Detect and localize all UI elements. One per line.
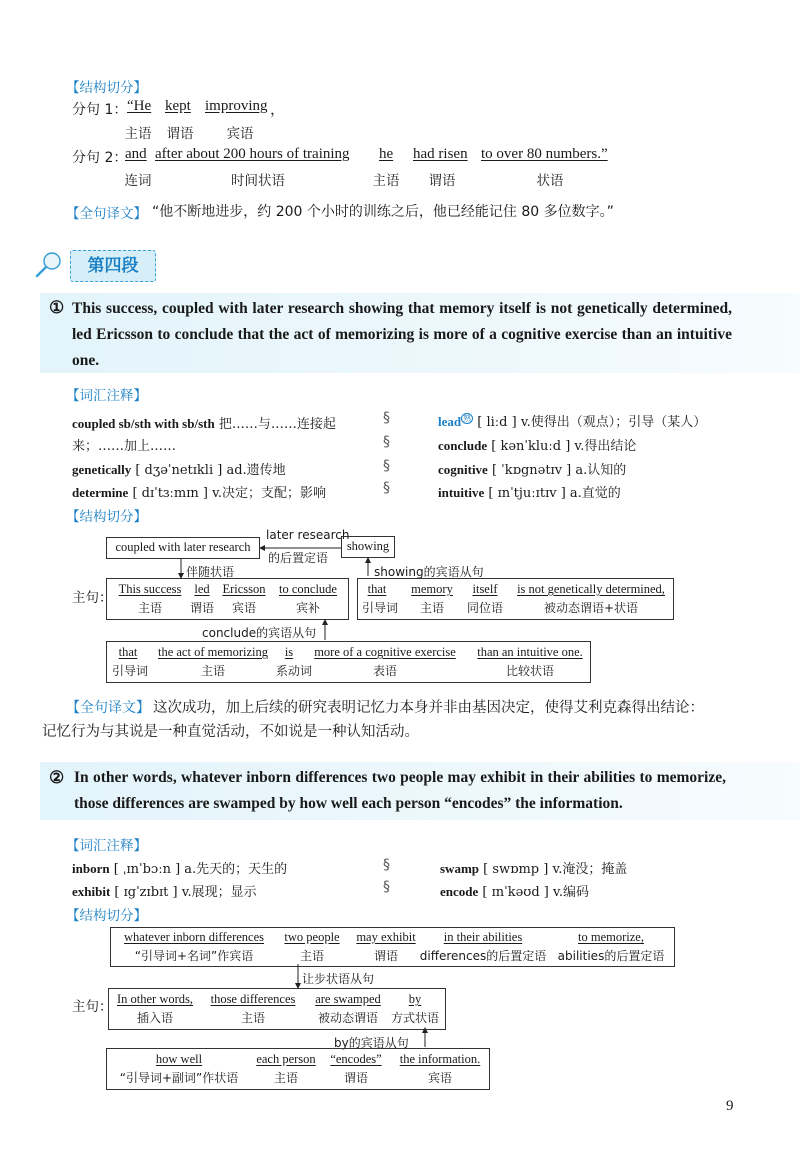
- sentence-number: ②: [49, 768, 65, 788]
- diagram-note: later research: [266, 528, 350, 542]
- role-label: 谓语: [428, 173, 456, 189]
- diagram-cell: “encodes” 谓语: [330, 1052, 382, 1085]
- main-clause-label: 主句：: [72, 590, 113, 606]
- diagram-text: showing: [346, 539, 390, 553]
- diagram-cell: This success 主语: [118, 582, 182, 615]
- clause-word: had risen: [413, 146, 468, 162]
- divider-icon: §: [383, 480, 390, 496]
- translation-text: 记忆行为与其说是一种直觉活动，不如说是一种认知活动。: [42, 724, 419, 740]
- diagram-cell: those differences 主语: [210, 992, 296, 1025]
- section-title: 第四段: [87, 256, 139, 276]
- diagram-note: by的宾语从句: [334, 1036, 409, 1050]
- diagram-cell: itself 同位语: [466, 582, 503, 615]
- diagram-cell: to conclude 宾补: [279, 582, 337, 615]
- vocab-entry: determine [ dɪˈtɜːmɪn ] v.决定；支配；影响: [72, 485, 327, 501]
- diagram-cell: in their abilities differences的后置定语: [419, 930, 547, 963]
- clause-word: ，: [270, 102, 286, 118]
- sentence-number: ①: [49, 298, 65, 318]
- diagram-cell: the act of memorizing 主语: [157, 645, 269, 678]
- vocab-entry: inborn [ ˌɪnˈbɔːn ] a.先天的；天生的: [72, 861, 288, 877]
- structure-tag: 【结构切分】: [66, 908, 147, 924]
- role-label: 状语: [536, 173, 564, 189]
- diagram-cell: memory 主语: [411, 582, 453, 615]
- divider-icon: §: [383, 879, 390, 895]
- vocab-entry: swamp [ swɒmp ] v.淹没；掩盖: [440, 861, 628, 877]
- diagram-note: 让步状语从句: [302, 972, 375, 986]
- vocab-entry: lead $^熟$ [ liːd ] v.使得出（观点）；引导（某人）: [438, 413, 707, 430]
- role-label: 主语: [372, 173, 400, 189]
- diagram-cell: whatever inborn differences “引导词+名词”作宾语: [124, 930, 264, 963]
- diagram-note: conclude的宾语从句: [202, 626, 317, 640]
- clause-word: “He: [127, 98, 152, 114]
- structure-tag: 【结构切分】: [66, 509, 147, 525]
- diagram-cell: how well “引导词+副词”作状语: [119, 1052, 239, 1085]
- diagram-cell: to memorize, abilities的后置定语: [557, 930, 665, 963]
- diagram-cell: the information. 宾语: [399, 1052, 481, 1085]
- familiar-badge: 熟: [463, 413, 472, 423]
- translation-text: 这次成功，加上后续的研究表明记忆力本身并非由基因决定，使得艾利克森得出结论：: [153, 700, 704, 716]
- diagram-cell: is not genetically determined, 被动态谓语+状语: [517, 582, 665, 615]
- diagram-cell: more of a cognitive exercise 表语: [314, 645, 456, 678]
- diagram-cell: In other words, 插入语: [116, 992, 194, 1025]
- clause-word: to over 80 numbers.”: [481, 146, 608, 162]
- vocab-entry: exhibit [ ɪgˈzɪbɪt ] v.展现；显示: [72, 884, 257, 900]
- diagram-cell: led 谓语: [190, 582, 215, 615]
- role-label: 宾语: [226, 126, 254, 142]
- diagram-cell: that 引导词: [362, 582, 399, 615]
- clause-word: and: [125, 146, 147, 162]
- role-label: 主语: [124, 126, 152, 142]
- vocab-entry: coupled sb/sth with sb/sth 把……与……连接起: [72, 416, 336, 432]
- diagram-cell: are swamped 被动态谓语: [315, 992, 381, 1025]
- vocab-entry: cognitive [ ˈkɒgnətɪv ] a.认知的: [438, 462, 627, 478]
- divider-icon: §: [383, 857, 390, 873]
- clause-word: after about 200 hours of training: [155, 146, 350, 162]
- divider-icon: §: [383, 458, 390, 474]
- main-clause-label: 主句：: [72, 999, 113, 1015]
- role-label: 谓语: [166, 126, 194, 142]
- diagram-text: coupled with later research: [115, 540, 251, 554]
- diagram-note: 的后置定语: [268, 551, 329, 565]
- diagram-cell: than an intuitive one. 比较状语: [477, 645, 583, 678]
- vocab-tag: 【词汇注释】: [66, 838, 147, 854]
- clause-word: he: [379, 146, 394, 162]
- vocab-entry: intuitive [ ɪnˈtjuːɪtɪv ] a.直觉的: [438, 485, 621, 501]
- diagram-note: 伴随状语: [186, 565, 235, 579]
- sentence-text: In other words, whatever inborn differences two people may exhibit in their abilities to memorize, those differences are swamped by how well each person “encodes” the information.: [74, 769, 726, 812]
- translation-tag: 【全句译文】: [66, 700, 150, 716]
- divider-icon: §: [383, 410, 390, 426]
- clause-label: 分句 2：: [72, 150, 128, 166]
- diagram-cell: that 引导词: [112, 645, 149, 678]
- diagram-cell: by 方式状语: [390, 992, 439, 1025]
- vocab-entry: genetically [ dʒəˈnetɪkli ] ad.遗传地: [72, 462, 286, 478]
- vocab-entry: conclude [ kənˈkluːd ] v.得出结论: [438, 438, 637, 454]
- vocab-entry: encode [ ɪnˈkəʊd ] v.编码: [440, 884, 589, 900]
- vocab-entry: 来；……加上……: [72, 439, 177, 454]
- page-number: 9: [726, 1098, 734, 1114]
- diagram-cell: two people 主语: [284, 930, 340, 963]
- translation-text: “他不断地进步，约 200 个小时的训练之后，他已经能记住 80 多位数字。”: [152, 204, 614, 220]
- clause-word: kept: [165, 98, 191, 114]
- clause-label: 分句 1：: [72, 102, 128, 118]
- clause-word: improving: [205, 98, 268, 114]
- diagram-cell: Ericsson 宾语: [222, 582, 266, 615]
- vocab-tag: 【词汇注释】: [66, 388, 147, 404]
- divider-icon: §: [383, 434, 390, 450]
- diagram-note: showing的宾语从句: [374, 565, 484, 579]
- translation-tag: 【全句译文】: [66, 206, 147, 222]
- role-label: 时间状语: [231, 173, 285, 189]
- diagram-cell: is 系动词: [276, 645, 313, 678]
- role-label: 连词: [124, 173, 152, 189]
- structure-tag: 【结构切分】: [66, 80, 147, 96]
- sentence-text: This success, coupled with later research showing that memory itself is not genetically determined, led Ericsson to conclude that the act of memorizing is more of a cognitive exercise than an intuitive one.: [72, 300, 732, 369]
- diagram-cell: may exhibit 谓语: [356, 930, 416, 963]
- diagram-cell: each person 主语: [256, 1052, 316, 1085]
